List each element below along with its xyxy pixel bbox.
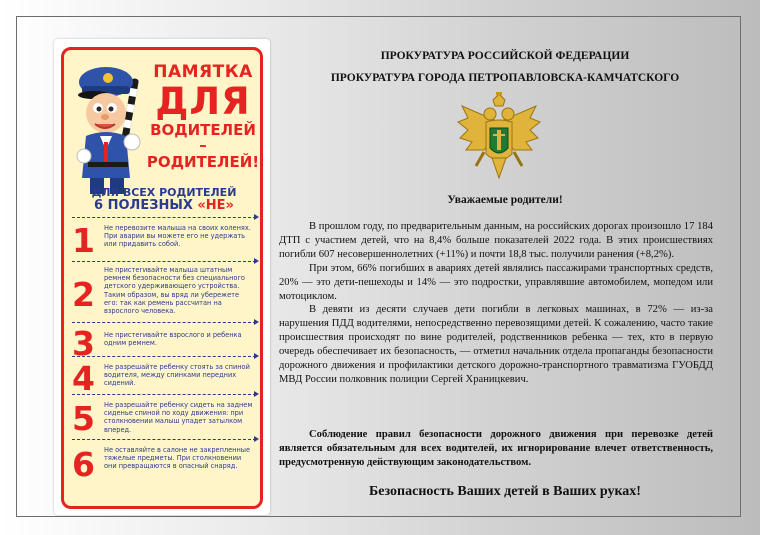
rule-number: 1 [72, 221, 95, 260]
rule-text: Не оставляйте в салоне не закрепленные тяжелые предметы. При столкновении они превращаются в опасный снаряд. [104, 446, 251, 471]
divider-arrow [72, 261, 256, 262]
poster-subtitle-line1: ДЛЯ ВСЕХ РОДИТЕЛЕЙ [91, 186, 237, 199]
divider-arrow [72, 322, 256, 323]
rule-number: 6 [72, 445, 95, 484]
poster-subtitle-line2 [74, 199, 254, 213]
poster-subtitle-accent: «НЕ» [197, 198, 234, 214]
rule-item-6 [64, 442, 260, 488]
rule-text: Не разрешайте ребенку сидеть на заднем сиденье спиной по ходу движения: при столкновении малыш упадет затылком вперед. [104, 401, 253, 434]
poster-title [144, 64, 262, 170]
poster-subtitle [74, 187, 254, 213]
paragraph: При этом, 66% погибших в авариях детей являлись пассажирами транспортных средств, 20% — это дети-пешеходы и 14% — это подростки, управлявшие автомобилем, мопедом или мотоциклом. [279, 262, 713, 302]
poster-title-line2: ДЛЯ [155, 80, 251, 123]
divider-arrow [72, 217, 256, 218]
prosecutor-eagle-emblem-icon [454, 92, 544, 184]
greeting: Уважаемые родители! [447, 194, 563, 206]
divider-arrow [72, 356, 256, 357]
poster-title-line3: ВОДИТЕЛЕЙ – [150, 121, 256, 154]
body-text [279, 220, 713, 387]
divider-arrow [72, 439, 256, 440]
poster-title-line1: ПАМЯТКА [153, 62, 253, 82]
rule-item-5 [64, 397, 260, 441]
poster-subtitle-prefix: 6 ПОЛЕЗНЫХ [94, 198, 198, 214]
bold-notice [279, 428, 713, 470]
rule-number: 5 [72, 399, 95, 438]
rule-number: 3 [72, 324, 95, 363]
divider-arrow [72, 394, 256, 395]
bold-paragraph: Соблюдение правил безопасности дорожного движения при перевозке детей является обязательным для всех водителей, их игнорирование влечет ответственность, предусмотренную действующим законодательством. [279, 429, 713, 468]
paragraph: В девяти из десяти случаев дети погибли в легковых машинах, в 72% — из-за нарушения ПДД водителями, непосредственно перевозящими детей. К сожалению, часто такие происшествия происходят по вине родителей, родственников ребенка — тех, кто в первую очередь обеспечивает их безопасность, — отметил начальник отдела пропаганды безопасности дорожного движения и профилактики детского дорожно-транспортного травматизма ГУОБДД МВД России полковник полиции Сергей Храницкевич. [279, 304, 713, 385]
rule-item-3 [64, 324, 260, 363]
rule-item-4 [64, 359, 260, 397]
safety-poster [54, 39, 270, 515]
poster-panel [61, 47, 263, 509]
traffic-police-mascot-icon [74, 58, 148, 198]
paragraph: В прошлом году, по предварительным данным, на российских дорогах произошло 17 184 ДТП с участием детей, что на 8,4% больше показателей 2022 года. В этих происшествиях погибли 607 несовершеннолетних (+11%) и почти 18,8 тыс. получили ранения (+8,2%). [279, 221, 713, 260]
rule-number: 2 [72, 275, 95, 314]
rule-item-2 [64, 264, 260, 326]
header-line2: ПРОКУРАТУРА ГОРОДА ПЕТРОПАВЛОВСКА-КАМЧАТСКОГО [330, 72, 680, 84]
rule-text: Не пристегивайте малыша штатным ремнем безопасности без специального детского удерживающего устройства. Таким образом, вы вряд ли убережете его: так как ремень рассчитан на взрослого человека. [104, 266, 245, 316]
rule-text: Не разрешайте ребенку стоять за спиной водителя, между спинками передних сидений. [104, 363, 250, 388]
rule-item-1 [64, 220, 260, 264]
rule-text: Не перевозите малыша на своих коленях. При аварии вы можете его не удержать или придавить собой. [104, 224, 251, 249]
poster-title-line4: РОДИТЕЛЕЙ! [146, 153, 260, 171]
rule-number: 4 [72, 359, 95, 398]
header-line1: ПРОКУРАТУРА РОССИЙСКОЙ ФЕДЕРАЦИИ [380, 50, 630, 62]
footer-slogan: Безопасность Ваших детей в Ваших руках! [369, 484, 641, 499]
rule-text: Не пристегивайте взрослого и ребенка одним ремнем. [104, 331, 242, 348]
